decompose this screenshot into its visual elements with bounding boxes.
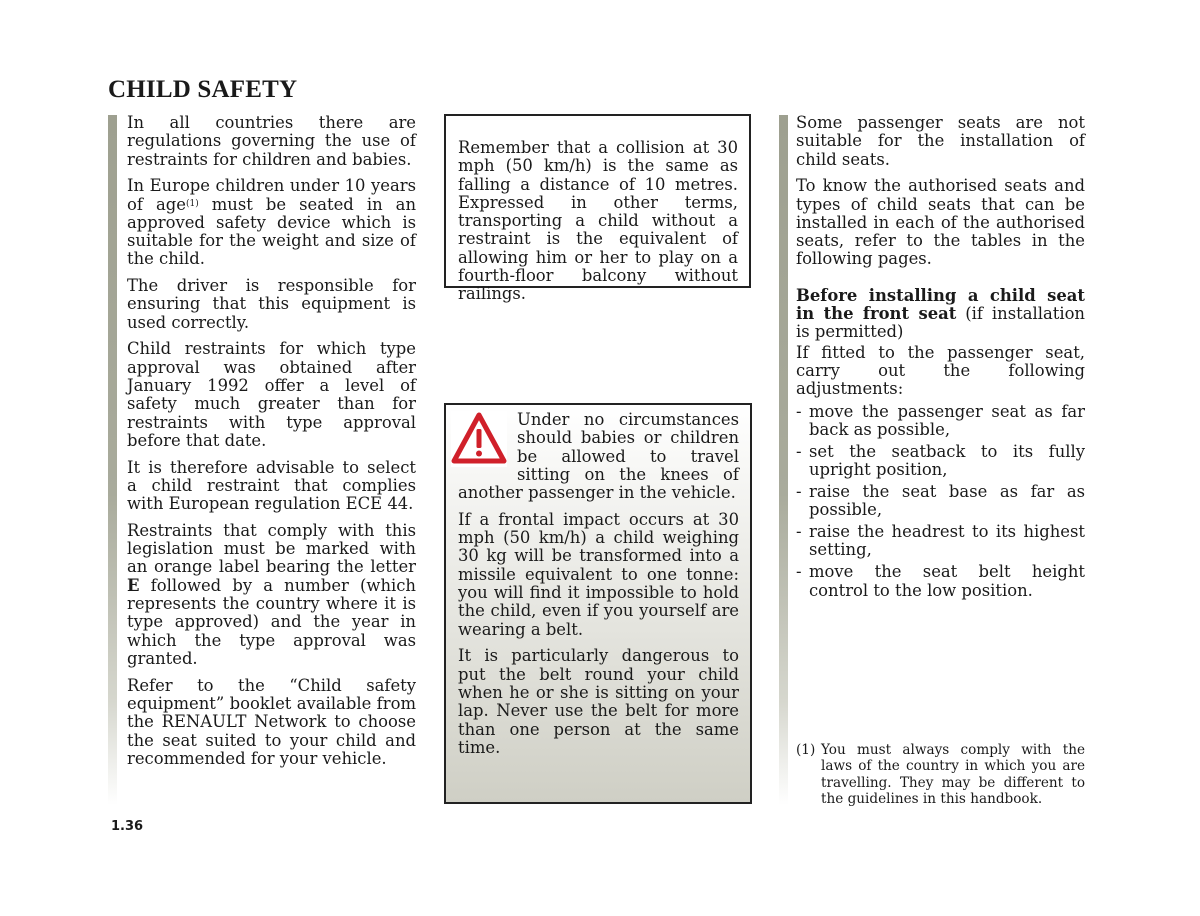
paragraph-text: followed by a number (which represents the country where it is type approved) and the year in which the type approval was granted. xyxy=(127,575,416,668)
warning-paragraph: Under no circumstances should babies or children be allowed to travel sitting on the knees of another passenger in the vehicle. xyxy=(458,410,739,503)
paragraph: Refer to the “Child safety equipment” booklet available from the RENAULT Network to choose the seat suited to your child and recommended for your vehicle. xyxy=(127,675,416,768)
list-item xyxy=(796,403,1085,440)
paragraph xyxy=(127,177,416,268)
section-heading xyxy=(796,287,1085,342)
page-number: 1.36 xyxy=(111,819,144,834)
warning-paragraph: If a frontal impact occurs at 30 mph (50 km/h) a child weighing 30 kg will be transformed into a missile equivalent to one tonne: you will find it impossible to hold the child, even if you yourself are wearing a belt. xyxy=(458,509,739,639)
paragraph-text: In Europe children under 10 years of age xyxy=(127,176,416,214)
heading-note: (if installation is permitted) xyxy=(796,304,1085,342)
dash: - xyxy=(796,562,802,582)
paragraph: To know the authorised seats and types of child seats that can be installed in each of the authorised seats, refer to the tables in the following pages. xyxy=(796,176,1085,269)
paragraph: The driver is responsible for ensuring that this equipment is used correctly. xyxy=(127,276,416,332)
warning-triangle-icon xyxy=(451,411,507,467)
right-column xyxy=(796,114,1085,603)
collision-info-text: Remember that a collision at 30 mph (50 km/h) is the same as falling a distance of 10 metres. Expressed in other terms, transporting a child without a restraint is the equivalent of allowing him or her to play on a fourth-floor balcony without railings. xyxy=(458,138,738,304)
list-item xyxy=(796,563,1085,600)
collision-info-box xyxy=(444,114,751,304)
dash: - xyxy=(796,441,802,461)
heading-bold: Before installing a child seat in the front seat xyxy=(796,285,1085,324)
left-column xyxy=(127,114,416,777)
paragraph: It is therefore advisable to select a child restraint that complies with European regulation ECE 44. xyxy=(127,457,416,514)
footnote-reference: (1) xyxy=(185,198,199,209)
label-letter: E xyxy=(127,575,140,595)
right-margin-bar xyxy=(779,115,788,805)
warning-paragraph: It is particularly dangerous to put the belt round your child when he or she is sitting on your lap. Never use the belt for more than one person at the same time. xyxy=(458,646,739,757)
dash: - xyxy=(796,401,802,421)
paragraph: In all countries there are regulations governing the use of restraints for children and babies. xyxy=(127,113,416,169)
footnote xyxy=(796,742,1085,807)
list-item-text: raise the headrest to its highest setting, xyxy=(809,522,1085,560)
list-item-text: move the passenger seat as far back as possible, xyxy=(809,401,1085,439)
paragraph-text: must be seated in an approved safety device which is suitable for the weight and size of the child. xyxy=(127,194,416,269)
list-item xyxy=(796,483,1085,520)
list-item xyxy=(796,443,1085,480)
left-margin-bar xyxy=(108,115,117,805)
page-title: CHILD SAFETY xyxy=(108,76,298,103)
adjustment-list xyxy=(796,403,1085,600)
list-item-text: move the seat belt height control to the low position. xyxy=(809,562,1085,600)
dash: - xyxy=(796,481,802,501)
footnote-text: You must always comply with the laws of the country in which you are travelling. They may be different to the guidelines in this handbook. xyxy=(821,742,1085,807)
footnote-number: (1) xyxy=(796,742,816,758)
dash: - xyxy=(796,522,802,542)
paragraph-text: Restraints that comply with this legislation must be marked with an orange label bearing the letter xyxy=(127,520,416,577)
paragraph: Child restraints for which type approval was obtained after January 1992 offer a level of safety much greater than for restraints with type approval before that date. xyxy=(127,339,416,450)
warning-box xyxy=(444,403,752,804)
paragraph: Some passenger seats are not suitable for the installation of child seats. xyxy=(796,113,1085,169)
list-item-text: raise the seat base as far as possible, xyxy=(809,481,1085,520)
list-item-text: set the seatback to its fully upright position, xyxy=(809,441,1085,480)
paragraph: If fitted to the passenger seat, carry out the following adjustments: xyxy=(796,342,1085,399)
paragraph xyxy=(127,522,416,668)
list-item xyxy=(796,523,1085,560)
